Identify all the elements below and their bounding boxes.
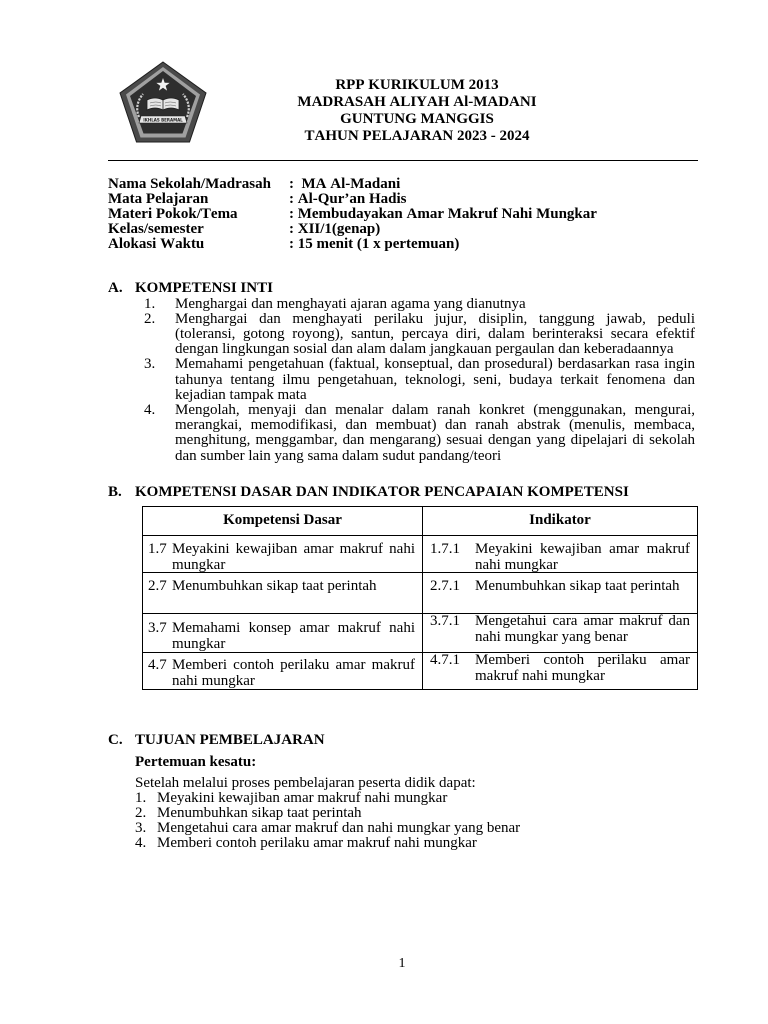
- kemenag-emblem-icon: [119, 61, 207, 143]
- list-text: Menumbuhkan sikap taat perintah: [157, 804, 362, 821]
- section-letter: B.: [108, 483, 122, 500]
- section-title: TUJUAN PEMBELAJARAN: [135, 731, 325, 748]
- identity-row: [108, 237, 597, 252]
- header-divider: [108, 160, 698, 161]
- kompetensi-inti-list: [144, 297, 695, 464]
- table-cell-indikator: [423, 573, 698, 614]
- title-line: GUNTUNG MANGGIS: [340, 111, 494, 127]
- kd-text: Menumbuhkan sikap taat perintah: [172, 578, 377, 594]
- title-line: TAHUN PELAJARAN 2023 - 2024: [304, 128, 530, 144]
- identity-label: Mata Pelajaran: [108, 190, 209, 207]
- identity-block: [108, 177, 597, 252]
- list-text: Memberi contoh perilaku amar makruf nahi mungkar: [157, 834, 477, 851]
- table-header-cell: Indikator: [423, 507, 698, 536]
- list-text: Menghargai dan menghayati ajaran agama yang dianutnya: [175, 295, 526, 312]
- table-cell-indikator: [423, 653, 698, 690]
- document-title: [217, 77, 617, 145]
- identity-value: : Membudayakan Amar Makruf Nahi Mungkar: [289, 205, 597, 222]
- title-line: RPP KURIKULUM 2013: [335, 77, 499, 93]
- table-cell-kd: [143, 614, 423, 653]
- list-number: 1.: [144, 295, 156, 312]
- title-line: MADRASAH ALIYAH Al-MADANI: [297, 94, 537, 110]
- list-number: 3.: [135, 819, 147, 836]
- indikator-text: Mengetahui cara amar makruf dan nahi mungkar yang benar: [475, 613, 690, 645]
- section-b-heading: [108, 485, 629, 500]
- kd-number: 1.7: [148, 541, 167, 557]
- identity-row: [108, 177, 597, 192]
- kd-text: Memberi contoh perilaku amar makruf nahi mungkar: [172, 657, 415, 689]
- table-cell-kd: [143, 536, 423, 573]
- identity-row: [108, 222, 597, 237]
- list-item: [144, 297, 695, 312]
- table-cell-kd: [143, 653, 423, 690]
- list-item: [135, 821, 520, 836]
- section-title: KOMPETENSI DASAR DAN INDIKATOR PENCAPAIAN KOMPETENSI: [135, 483, 629, 500]
- identity-value: : Al-Qur’an Hadis: [289, 190, 407, 207]
- list-number: 3.: [144, 356, 156, 373]
- identity-row: [108, 192, 597, 207]
- identity-label: Materi Pokok/Tema: [108, 205, 238, 222]
- identity-label: Kelas/semester: [108, 220, 204, 237]
- identity-label: Alokasi Waktu: [108, 235, 205, 252]
- list-number: 4.: [135, 834, 147, 851]
- section-letter: A.: [108, 279, 123, 296]
- kd-number: 3.7: [148, 620, 167, 636]
- table-cell-indikator: [423, 536, 698, 573]
- madrasah-logo: [119, 61, 207, 143]
- indikator-text: Memberi contoh perilaku amar makruf nahi mungkar: [475, 652, 690, 684]
- table-cell-kd: [143, 573, 423, 614]
- list-number: 4.: [144, 401, 156, 418]
- table-header-cell: Kompetensi Dasar: [143, 507, 423, 536]
- list-text: Menghargai dan menghayati perilaku jujur, disiplin, tanggung jawab, peduli (toleransi, gotong royong), santun, percaya diri, dalam berinteraksi secara efektif dengan lingkungan sosial dan alam dalam jangkauan pergaulan dan keberadaannya: [175, 310, 695, 358]
- list-text: Memahami pengetahuan (faktual, konseptual, dan prosedural) berdasarkan rasa ingin tahunya tentang ilmu pengetahuan, teknologi, seni, budaya terkait fenomena dan kejadian tampak mata: [175, 356, 695, 403]
- identity-label: Nama Sekolah/Madrasah: [108, 175, 271, 192]
- meeting-heading: Pertemuan kesatu:: [135, 753, 257, 770]
- list-number: 2.: [144, 310, 156, 327]
- objectives-intro: Setelah melalui proses pembelajaran peserta didik dapat:: [135, 774, 476, 791]
- kd-number: 2.7: [148, 578, 167, 594]
- book-icon: [147, 98, 179, 110]
- learning-objectives-list: [135, 791, 520, 851]
- indikator-text: Meyakini kewajiban amar makruf nahi mungkar: [475, 541, 690, 573]
- section-title: KOMPETENSI INTI: [135, 279, 273, 296]
- list-text: Mengetahui cara amar makruf dan nahi mungkar yang benar: [157, 819, 521, 836]
- indikator-number: 4.7.1: [430, 652, 460, 668]
- list-item: [135, 791, 520, 806]
- indikator-number: 3.7.1: [430, 613, 460, 629]
- list-item: [144, 403, 695, 464]
- list-item: [135, 806, 520, 821]
- indikator-number: 2.7.1: [430, 578, 460, 594]
- indikator-text: Menumbuhkan sikap taat perintah: [475, 578, 680, 594]
- list-number: 2.: [135, 804, 147, 821]
- section-letter: C.: [108, 731, 123, 748]
- kd-indikator-table: [142, 506, 698, 690]
- kd-number: 4.7: [148, 657, 167, 673]
- logo-motto: IKHLAS BERAMAL: [143, 117, 183, 123]
- identity-value: : MA Al-Madani: [289, 175, 401, 192]
- identity-value: : XII/1(genap): [289, 220, 381, 237]
- list-item: [135, 836, 520, 851]
- identity-value: : 15 menit (1 x pertemuan): [289, 235, 460, 252]
- list-item: [144, 312, 695, 358]
- identity-row: [108, 207, 597, 222]
- section-c-heading: [108, 733, 325, 748]
- indikator-number: 1.7.1: [430, 541, 460, 557]
- kd-text: Memahami konsep amar makruf nahi mungkar: [172, 620, 415, 652]
- table-cell-indikator: [423, 614, 698, 653]
- list-item: [144, 357, 695, 403]
- list-text: Meyakini kewajiban amar makruf nahi mungkar: [157, 789, 448, 806]
- kd-text: Meyakini kewajiban amar makruf nahi mungkar: [172, 541, 415, 573]
- section-a-heading: [108, 281, 273, 296]
- list-number: 1.: [135, 789, 147, 806]
- list-text: Mengolah, menyaji dan menalar dalam ranah konkret (menggunakan, mengurai, merangkai, memodifikasi, dan membuat) dan ranah abstrak (menulis, membaca, menghitung, menggambar, dan mengarang) sesuai dengan yang dipelajari di sekolah dan sumber lain yang sama dalam sudut pandang/teori: [175, 401, 695, 464]
- page-number: 1: [398, 956, 406, 971]
